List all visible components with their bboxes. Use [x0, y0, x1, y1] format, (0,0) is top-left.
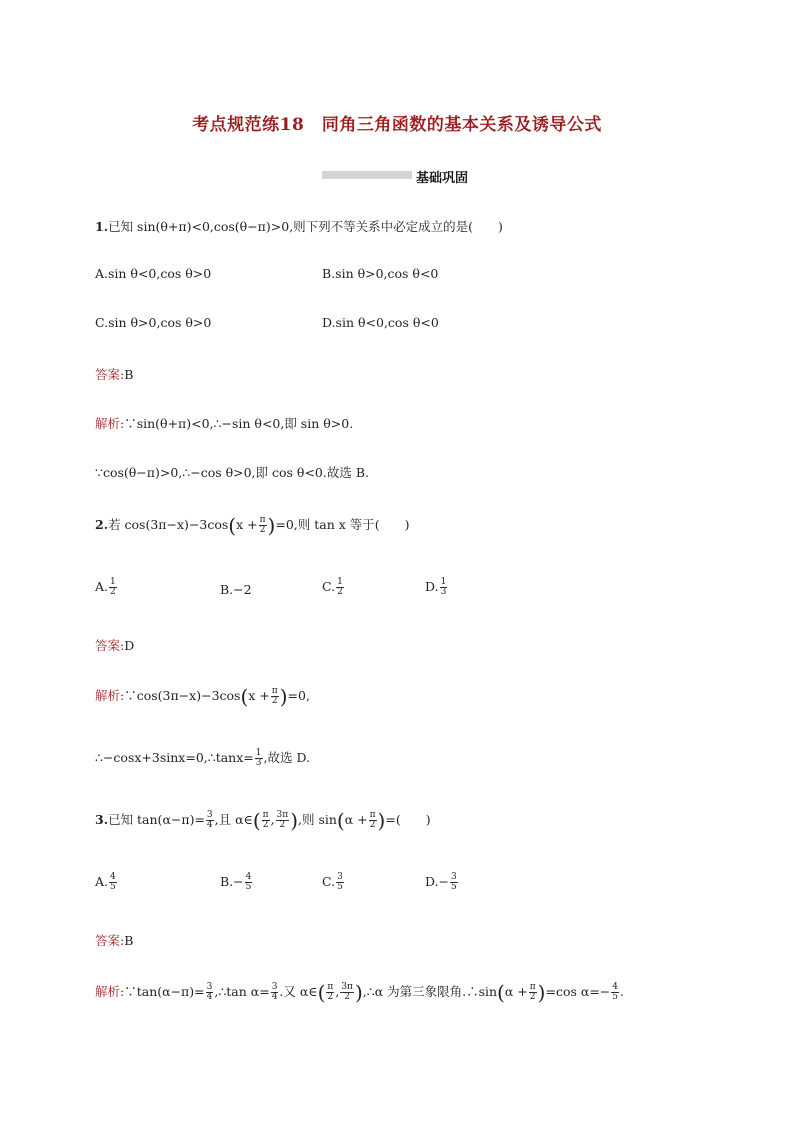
question-1-option-a: A.sin θ<0,cos θ>0 [95, 266, 212, 281]
question-3-stem: 3.已知 tan(α−π)= $\frac{3}{4}$ ,且 α∈( $\frac{\pi}{2}$ , $\frac{3\pi}{2}$ ),则 sin(α + $\frac{\pi}{2}$ )=( ) [95, 808, 431, 833]
question-3-option-c: C. $\frac{3}{5}$ [322, 872, 343, 892]
question-2-analysis-line-1: 解析:∵cos(3π−x)−3cos(x + $\frac{\pi}{2}$ )=0, [95, 684, 310, 709]
question-1-option-d: D.sin θ<0,cos θ<0 [322, 315, 439, 330]
question-1-option-b: B.sin θ>0,cos θ<0 [322, 266, 439, 281]
question-1-answer: 答案:B [95, 367, 134, 382]
question-1-option-c: C.sin θ>0,cos θ>0 [95, 315, 212, 330]
question-2-stem: 2.若 cos(3π−x)−3cos(x + $\frac{\pi}{2}$ )=0,则 tan x 等于( ) [95, 513, 410, 538]
question-2-option-a: A. $\frac{1}{2}$ [95, 577, 116, 597]
question-2-option-b: B.−2 [220, 582, 252, 597]
question-2-option-d: D. $\frac{1}{3}$ [425, 577, 447, 597]
page-title: 考点规范练18 同角三角函数的基本关系及诱导公式 [192, 115, 602, 135]
question-3-option-d: D.− $\frac{3}{5}$ [425, 872, 457, 892]
question-3-option-a: A. $\frac{4}{5}$ [95, 872, 116, 892]
question-3-option-b: B.− $\frac{4}{5}$ [220, 872, 252, 892]
question-1-stem: 1.已知 sin(θ+π)<0,cos(θ−π)>0,则下列不等关系中必定成立的是( ) [95, 219, 503, 234]
question-3-answer: 答案:B [95, 933, 134, 948]
question-2-answer: 答案:D [95, 638, 135, 653]
question-1-analysis-line-1: 解析:∵sin(θ+π)<0,∴−sin θ<0,即 sin θ>0. [95, 416, 354, 431]
question-3-analysis: 解析:∵tan(α−π)= $\frac{3}{4}$ ,∴tan α= $\frac{3}{4}$ .又 α∈( $\frac{\pi}{2}$ , $\frac{3\pi}{2}$ ),∴α 为第三象限角.∴sin(α + $\frac{\pi}{2}$ )=cos α=− $\frac{4}{5}$ . [95, 980, 624, 1005]
section-divider [322, 171, 412, 179]
question-1-analysis-line-2: ∵cos(θ−π)>0,∴−cos θ>0,即 cos θ<0.故选 B. [95, 465, 369, 480]
question-2-option-c: C. $\frac{1}{2}$ [322, 577, 343, 597]
section-label: 基础巩固 [416, 171, 469, 186]
question-2-analysis-line-2: ∴−cosx+3sinx=0,∴tanx= $\frac{1}{3}$ ,故选 D. [95, 748, 310, 768]
